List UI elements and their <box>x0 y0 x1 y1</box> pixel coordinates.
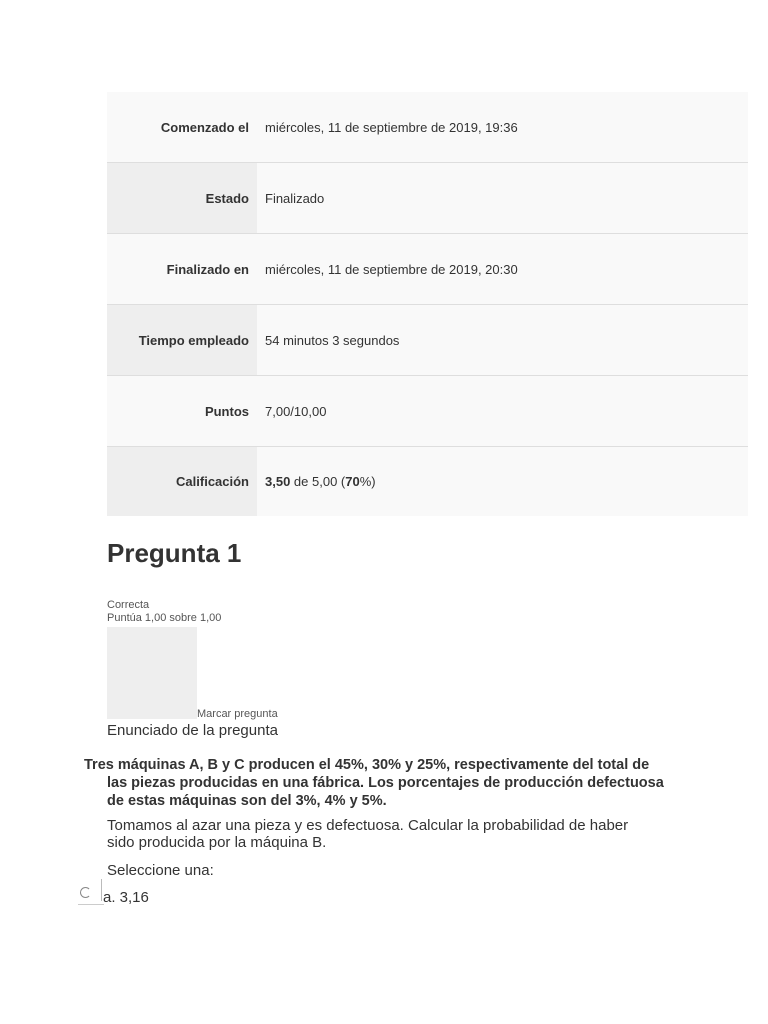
answer-option-a[interactable] <box>78 879 102 905</box>
summary-value: Finalizado <box>257 163 748 233</box>
question-title: Pregunta 1 <box>107 538 242 568</box>
summary-row-status <box>107 163 748 234</box>
summary-label: Calificación <box>107 447 257 516</box>
flag-question-link[interactable]: Marcar pregunta <box>197 708 278 720</box>
summary-value: miércoles, 11 de septiembre de 2019, 20:30 <box>257 234 748 304</box>
grade-out-of: de 5,00 ( <box>290 474 346 489</box>
question-state: Correcta <box>107 599 150 611</box>
summary-label: Comenzado el <box>107 92 257 162</box>
summary-value: 7,00/10,00 <box>257 376 748 446</box>
grade-end: %) <box>359 474 376 489</box>
summary-label: Finalizado en <box>107 234 257 304</box>
summary-value: 54 minutos 3 segundos <box>257 305 748 375</box>
question-grade: Puntúa 1,00 sobre 1,00 <box>107 612 222 624</box>
summary-row-time-taken <box>107 305 748 376</box>
summary-row-finished <box>107 234 748 305</box>
quiz-summary-table <box>107 92 748 516</box>
summary-row-started <box>107 92 748 163</box>
answer-option-label[interactable]: a. 3,16 <box>103 889 149 906</box>
question-heading: Enunciado de la pregunta <box>107 722 278 739</box>
summary-label: Estado <box>107 163 257 233</box>
grade-percent: 70 <box>345 474 360 489</box>
summary-row-points <box>107 376 748 447</box>
summary-grade-value <box>257 447 748 516</box>
question-statement: Tomamos al azar una pieza y es defectuosa. Calcular la probabilidad de haber sido producida por la máquina B. <box>107 817 629 851</box>
radio-button[interactable] <box>80 887 91 898</box>
summary-label: Tiempo empleado <box>107 305 257 375</box>
summary-value: miércoles, 11 de septiembre de 2019, 19:36 <box>257 92 748 162</box>
summary-label: Puntos <box>107 376 257 446</box>
summary-row-grade <box>107 447 748 516</box>
option-divider <box>101 879 102 901</box>
question-statement-bold-text: Tres máquinas A, B y C producen el 45%, 30% y 25%, respectivamente del total de las piezas producidas en una fábrica. Los porcentajes de producción defectuosa de estas máquinas son del 3%, 4% y 5%. <box>84 757 664 809</box>
flag-question-image[interactable] <box>107 627 197 719</box>
grade-score: 3,50 <box>265 474 291 489</box>
option-underline <box>78 904 104 905</box>
question-info <box>107 599 221 625</box>
answer-prompt: Seleccione una: <box>107 862 214 879</box>
question-statement-bold <box>84 756 664 810</box>
